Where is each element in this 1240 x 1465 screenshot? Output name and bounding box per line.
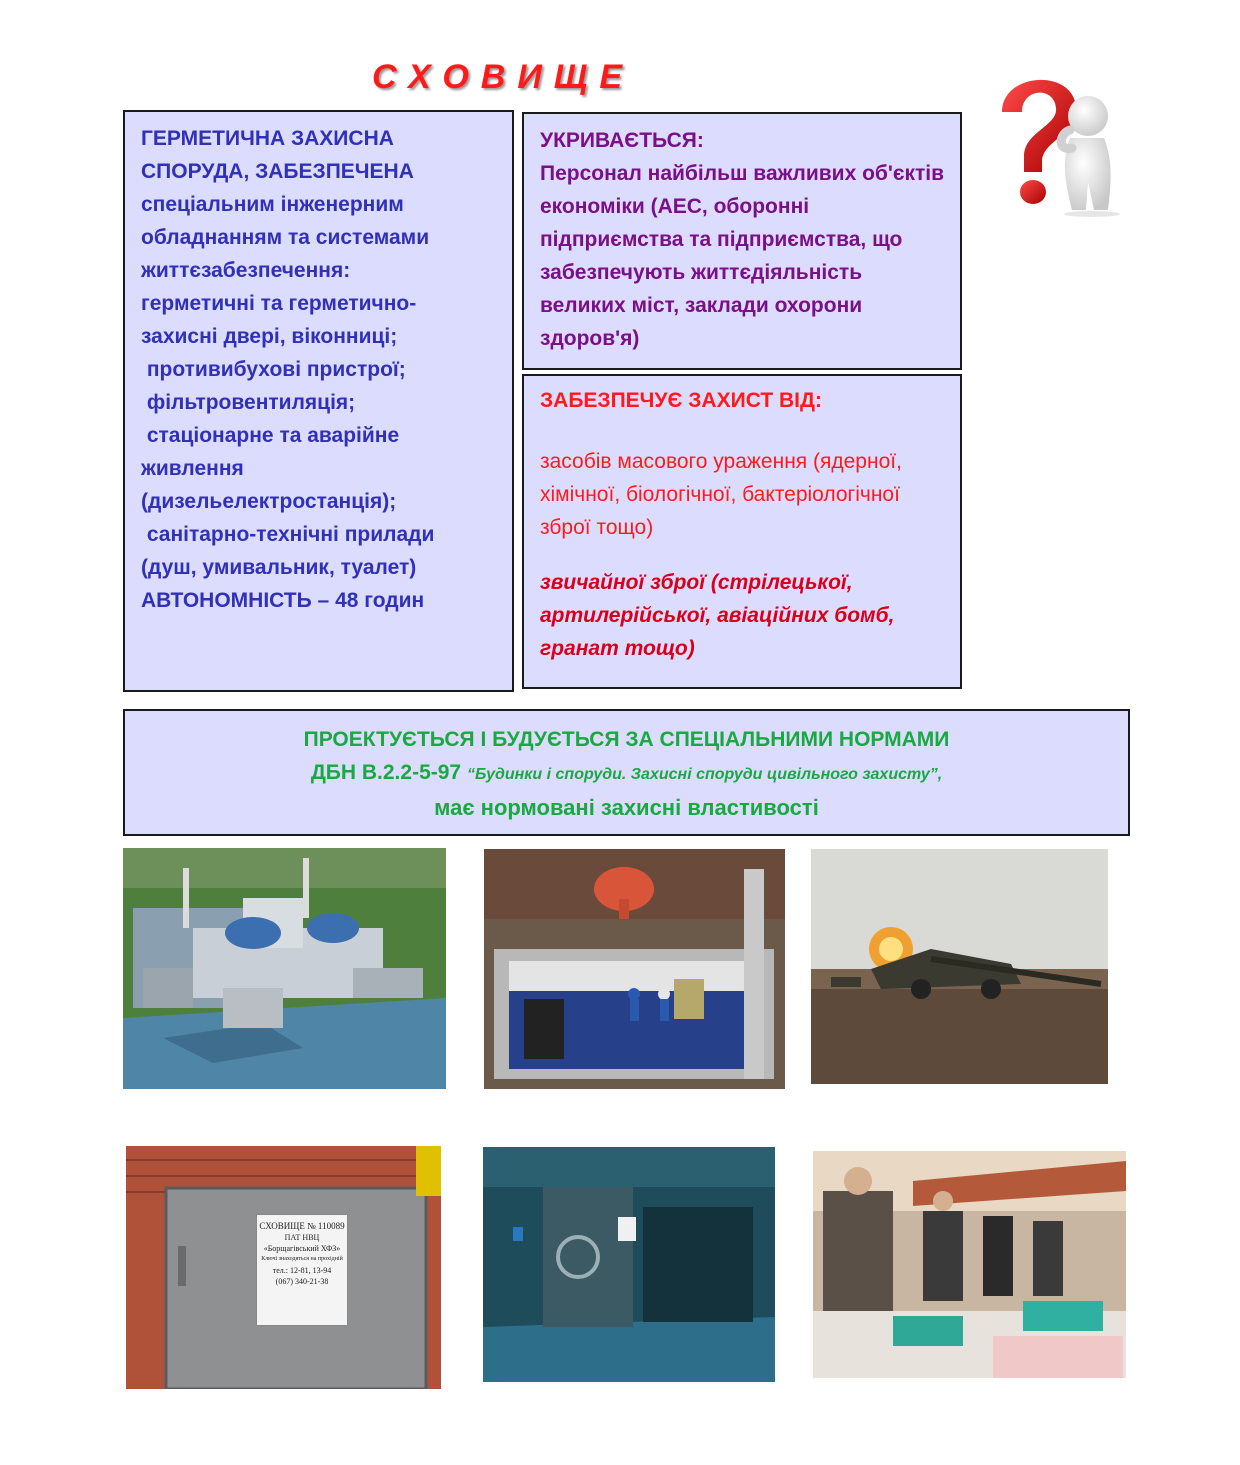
norms-box xyxy=(123,709,1130,836)
sheltered-text: Персонал найбільш важливих об'єктів економіки (АЕС, оборонні підприємства та підприємства, що забезпечують життєдіяльність великих міст, заклади охорони здоров'я) xyxy=(540,162,945,350)
definition-line: ГЕРМЕТИЧНА ЗАХИСНА xyxy=(141,127,394,150)
definition-line: стаціонарне та аварійне xyxy=(141,424,400,447)
door-sign-line: «Борщагівський ХФЗ» xyxy=(263,1244,341,1253)
sheltered-heading: УКРИВАЄТЬСЯ: xyxy=(540,129,704,152)
definition-line: (дизельелектростанція); xyxy=(141,490,397,513)
door-sign-line: (067) 340-21-38 xyxy=(275,1277,329,1286)
definition-line: АВТОНОМНІСТЬ – 48 годин xyxy=(141,589,425,612)
shelter-door-photo xyxy=(126,1146,441,1389)
question-mark-illustration xyxy=(962,60,1124,218)
definition-line: герметичні та герметично- xyxy=(141,292,417,315)
shelter-beds-photo xyxy=(813,1151,1126,1378)
definition-line: обладнанням та системами xyxy=(141,226,430,249)
norms-line1: ПРОЕКТУЄТЬСЯ І БУДУЄТЬСЯ ЗА СПЕЦІАЛЬНИМИ НОРМАМИ xyxy=(303,728,950,751)
norms-code: ДБН В.2.2-5-97 xyxy=(310,761,462,784)
definition-box xyxy=(123,110,514,692)
definition-line: захисні двері, віконниці; xyxy=(141,325,398,348)
definition-line: (душ, умивальник, туалет) xyxy=(141,556,417,579)
definition-line: життєзабезпечення: xyxy=(141,259,351,282)
bunker-cross-section-image xyxy=(484,849,785,1089)
door-sign-line: тел.: 12-81, 13-94 xyxy=(272,1266,332,1275)
door-sign-title: СХОВИЩЕ № 110089 xyxy=(259,1221,345,1231)
nuclear-plant-photo xyxy=(123,848,446,1089)
definition-line: СПОРУДА, ЗАБЕЗПЕЧЕНА xyxy=(141,160,414,183)
definition-line: фільтровентиляція; xyxy=(141,391,356,414)
definition-line: санітарно-технічні прилади xyxy=(141,523,435,546)
norms-doc-title: “Будинки і споруди. Захисні споруди цивільного захисту”, xyxy=(466,766,943,783)
definition-line: спеціальним інженерним xyxy=(141,193,404,216)
protection-conventional: звичайної зброї (стрілецької, артилерійської, авіаційних бомб, гранат тощо) xyxy=(540,571,895,660)
artillery-photo xyxy=(811,849,1108,1084)
door-sign xyxy=(256,1214,348,1326)
protection-heading: ЗАБЕЗПЕЧУЄ ЗАХИСТ ВІД: xyxy=(540,389,822,412)
bunker-interior-photo xyxy=(483,1147,775,1382)
protection-mass-destruction: засобів масового ураження (ядерної, хімічної, біологічної, бактеріологічної зброї тощо) xyxy=(540,450,902,539)
definition-line: противибухові пристрої; xyxy=(141,358,406,381)
norms-line2 xyxy=(125,756,1128,791)
door-sign-line: ПАТ НВЦ xyxy=(284,1233,320,1242)
door-sign-line: Ключі знаходяться на прохідній xyxy=(261,1256,343,1262)
norms-line3: має нормовані захисні властивості xyxy=(434,795,819,820)
protection-box xyxy=(522,374,962,689)
page-title: СХОВИЩЕ xyxy=(372,58,635,96)
sheltered-persons-box xyxy=(522,112,962,370)
definition-line: живлення xyxy=(141,457,244,480)
